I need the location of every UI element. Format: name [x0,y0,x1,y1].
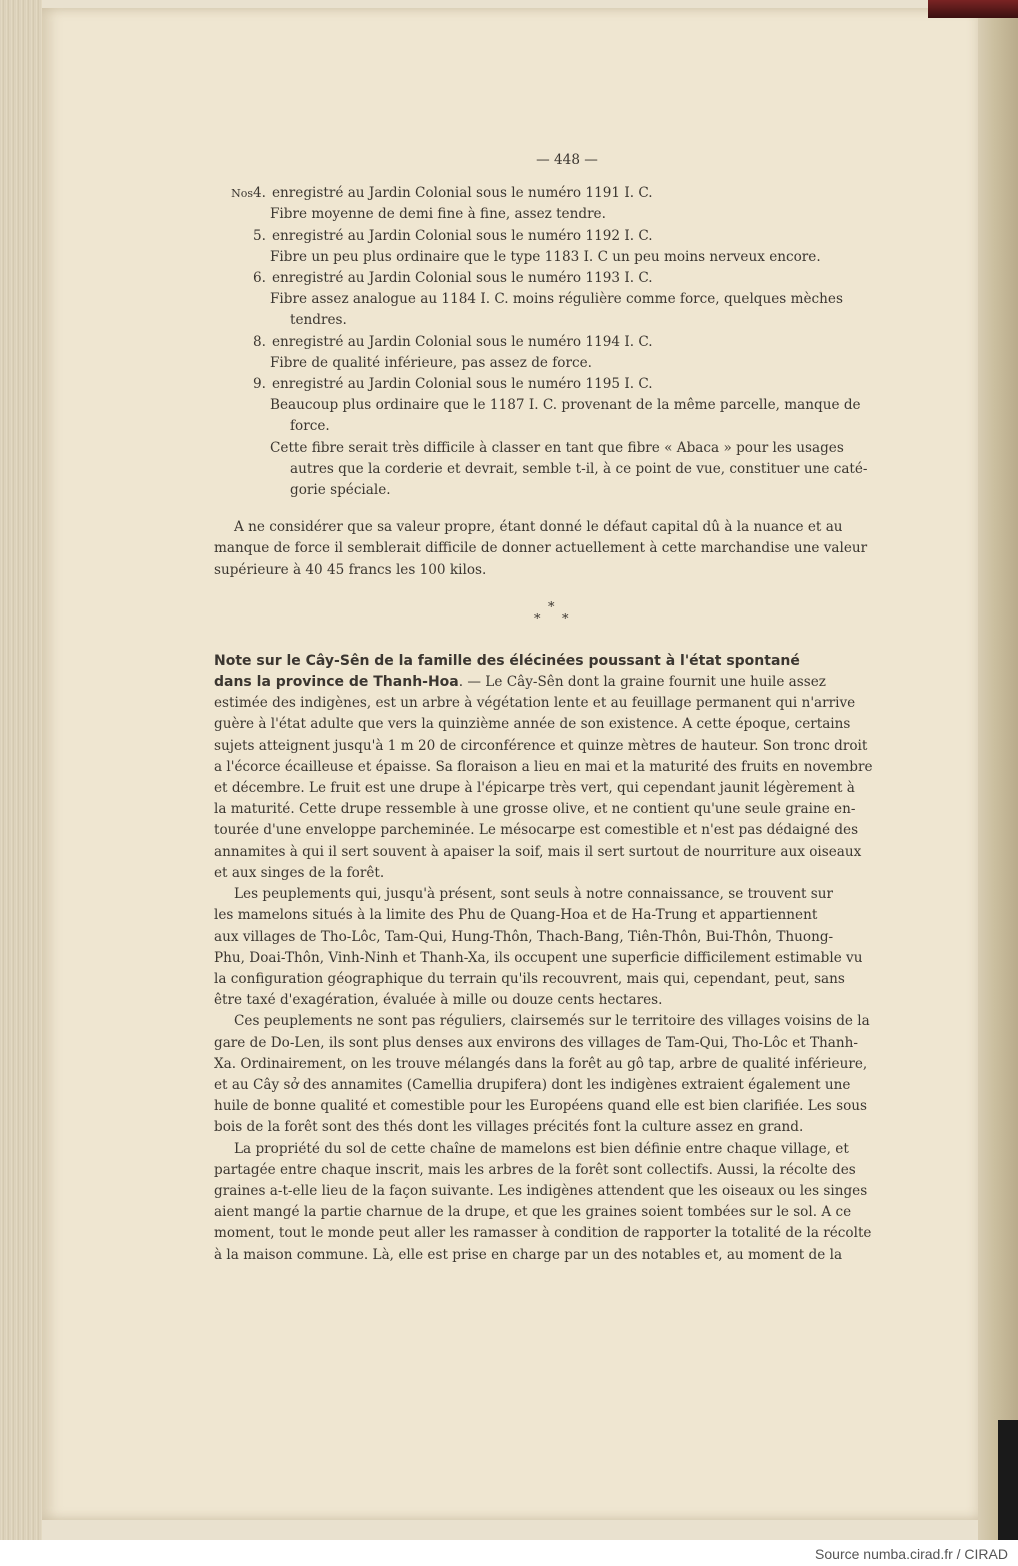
text-line: La propriété du sol de cette chaîne de mamelons est bien définie entre chaque village, et [234,1140,849,1157]
entry-line [214,332,900,353]
valuation-line: manque de force il semblerait difficile de donner actuellement à cette marchandise une valeur [214,540,868,557]
entry-description-continued: force. [290,418,330,435]
text-line: et décembre. Le fruit est une drupe à l'épicarpe très vert, qui cependant jaunit légèrement à [214,780,855,797]
text-line: annamites à qui il sert souvent à apaiser la soif, mais il sert surtout de nourriture aux oiseaux [214,843,862,860]
entry-registration: enregistré au Jardin Colonial sous le numéro 1192 I. C. [272,227,653,244]
text-line: a l'écorce écailleuse et épaisse. Sa floraison a lieu en mai et la maturité des fruits en novembre [214,758,873,775]
text-line: bois de la forêt sont des thés dont les villages précités font la culture assez en grand. [214,1119,804,1136]
text-line: et aux singes de la forêt. [214,864,385,881]
entry-number: 5. [253,227,266,244]
text-line: Ces peuplements ne sont pas réguliers, clairsemés sur le territoire des villages voisins de la [234,1013,870,1030]
book-page-edge-right [978,0,1018,1540]
closing-note-line: autres que la corderie et devrait, semble t-il, à ce point de vue, constituer une caté- [290,460,868,477]
entry-registration: enregistré au Jardin Colonial sous le numéro 1195 I. C. [272,376,653,393]
book-page-edges-left [0,0,42,1540]
entry-number: Nos4. [231,185,266,202]
entry-number: 8. [253,333,266,350]
entry-description: Fibre un peu plus ordinaire que le type 1183 I. C un peu moins nerveux encore. [270,248,821,265]
entry-description: Fibre de qualité inférieure, pas assez de force. [270,354,592,371]
page-text [214,150,900,1266]
paragraph-2 [214,884,900,1011]
entry-description: Fibre assez analogue au 1184 I. C. moins régulière comme force, quelques mèches [270,291,843,308]
closing-note-line: Cette fibre serait très difficile à classer en tant que fibre « Abaca » pour les usages [270,439,844,456]
text-line: Phu, Doai-Thôn, Vinh-Ninh et Thanh-Xa, ils occupent une superficie difficilement estimable vu [214,949,863,966]
note-heading-line2: dans la province de Thanh-Hoa. — Le Cây-Sên dont la graine fournit une huile assez [214,674,826,691]
entry-number: 9. [253,376,266,393]
text-line: guère à l'état adulte que vers la quinzième année de son existence. A cette époque, certains [214,716,851,733]
page-number: — 448 — [536,152,598,168]
text-line: huile de bonne qualité et comestible pour les Européens quand elle est bien clarifiée. Les sous [214,1098,867,1115]
text-line: Les peuplements qui, jusqu'à présent, sont seuls à notre connaissance, se trouvent sur [234,886,833,903]
entry-registration: enregistré au Jardin Colonial sous le numéro 1191 I. C. [272,185,653,202]
entry-line [214,268,900,289]
book-cover-edge [928,0,1018,18]
text-line: être taxé d'exagération, évaluée à mille ou douze cents hectares. [214,992,663,1009]
entry-description: Beaucoup plus ordinaire que le 1187 I. C. provenant de la même parcelle, manque de [270,397,861,414]
entry-line [214,183,900,204]
separator-star: * [534,611,541,627]
text-line: sujets atteignent jusqu'à 1 m 20 de circonférence et quinze mètres de hauteur. Son tronc droit [214,737,868,754]
entry-registration: enregistré au Jardin Colonial sous le numéro 1193 I. C. [272,270,653,287]
text-line: les mamelons situés à la limite des Phu de Quang-Hoa et de Ha-Trung et appartiennent [214,907,818,924]
paragraph-3 [214,1011,900,1138]
source-credit: Source numba.cirad.fr / CIRAD [815,1546,1008,1562]
text-line: graines a-t-elle lieu de la façon suivante. Les indigènes attendent que les oiseaux ou les singes [214,1182,868,1199]
paragraph-1 [214,693,900,884]
text-line: aient mangé la partie charnue de la drupe, et que les graines soient tombées sur le sol. A ce [214,1204,852,1221]
entry-description-continued: tendres. [290,312,347,329]
entry-line [214,374,900,395]
text-line: Xa. Ordinairement, on les trouve mélangés dans la forêt au gô tap, arbre de qualité inférieure, [214,1055,868,1072]
closing-note-line: gorie spéciale. [290,482,391,499]
text-line: la maturité. Cette drupe ressemble à une grosse olive, et ne contient qu'une seule graine en- [214,801,856,818]
entry-number: 6. [253,270,266,287]
note-heading: Note sur le Cây-Sên de la famille des élécinées poussant à l'état spontané [214,652,800,669]
text-line: gare de Do-Len, ils sont plus denses aux environs des villages de Tam-Qui, Tho-Lôc et Thanh- [214,1034,858,1051]
entry-registration: enregistré au Jardin Colonial sous le numéro 1194 I. C. [272,333,653,350]
paragraph-4 [214,1139,900,1266]
section-separator [214,597,900,641]
separator-star: * [548,599,555,615]
separator-star: * [562,611,569,627]
text-line: à la maison commune. Là, elle est prise en charge par un des notables et, au moment de la [214,1246,843,1263]
text-line: la configuration géographique du terrain qu'ils recouvrent, mais qui, cependant, peut, sans [214,970,845,987]
text-line: partagée entre chaque inscrit, mais les arbres de la forêt sont collectifs. Aussi, la récolte des [214,1161,856,1178]
text-line: aux villages de Tho-Lôc, Tam-Qui, Hung-Thôn, Thach-Bang, Tiên-Thôn, Bui-Thôn, Thuong- [214,928,834,945]
scan-background-dark [998,1420,1018,1540]
text-line: tourée d'une enveloppe parcheminée. Le mésocarpe est comestible et n'est pas dédaigné des [214,822,859,839]
valuation-line: A ne considérer que sa valeur propre, étant donné le défaut capital dû à la nuance et au [234,519,843,536]
text-line: moment, tout le monde peut aller les ramasser à condition de rapporter la totalité de la récolte [214,1225,872,1242]
text-line: estimée des indigènes, est un arbre à végétation lente et au feuillage permanent qui n'arrive [214,695,856,712]
entry-description: Fibre moyenne de demi fine à fine, assez tendre. [270,206,606,223]
valuation-line: supérieure à 40 45 francs les 100 kilos. [214,561,487,578]
entry-line [214,226,900,247]
text-line: et au Cây sở des annamites (Camellia drupifera) dont les indigènes extraient également une [214,1076,851,1093]
